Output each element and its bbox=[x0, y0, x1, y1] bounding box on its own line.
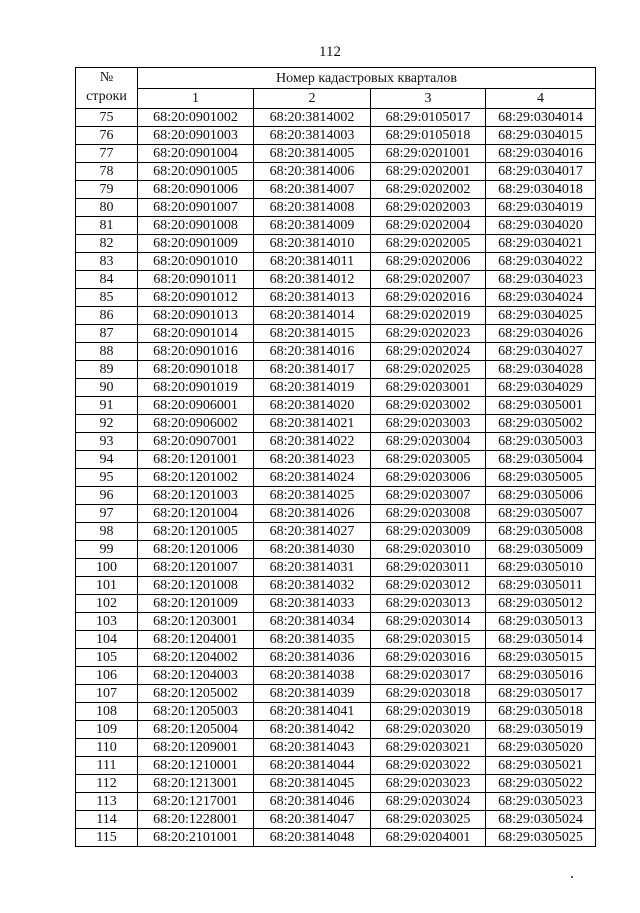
table-row bbox=[76, 829, 596, 847]
cadastral-quarter-cell-col-4: 68:29:0305007 bbox=[486, 505, 596, 523]
cadastral-quarter-cell-col-2: 68:20:3814022 bbox=[254, 433, 371, 451]
cadastral-quarter-cell-col-3: 68:29:0202025 bbox=[371, 361, 486, 379]
cadastral-quarter-cell-col-4: 68:29:0304028 bbox=[486, 361, 596, 379]
cadastral-quarter-cell-col-2: 68:20:3814011 bbox=[254, 253, 371, 271]
cadastral-quarter-cell-col-1: 68:20:1205002 bbox=[138, 685, 254, 703]
cadastral-quarters-group-header: Номер кадастровых кварталов bbox=[138, 68, 596, 89]
cadastral-quarter-cell-col-3: 68:29:0203009 bbox=[371, 523, 486, 541]
cadastral-quarter-cell-col-2: 68:20:3814044 bbox=[254, 757, 371, 775]
row-number-cell: 104 bbox=[76, 631, 138, 649]
row-number-cell: 113 bbox=[76, 793, 138, 811]
cadastral-quarter-cell-col-1: 68:20:1210001 bbox=[138, 757, 254, 775]
cadastral-quarter-cell-col-2: 68:20:3814012 bbox=[254, 271, 371, 289]
cadastral-quarter-cell-col-3: 68:29:0203008 bbox=[371, 505, 486, 523]
cadastral-quarter-cell-col-1: 68:20:1228001 bbox=[138, 811, 254, 829]
cadastral-quarter-cell-col-4: 68:29:0304018 bbox=[486, 181, 596, 199]
row-number-cell: 80 bbox=[76, 199, 138, 217]
cadastral-quarter-cell-col-1: 68:20:0906001 bbox=[138, 397, 254, 415]
cadastral-quarter-cell-col-3: 68:29:0203005 bbox=[371, 451, 486, 469]
row-number-cell: 94 bbox=[76, 451, 138, 469]
cadastral-quarter-cell-col-3: 68:29:0203015 bbox=[371, 631, 486, 649]
row-number-cell: 82 bbox=[76, 235, 138, 253]
cadastral-quarter-cell-col-2: 68:20:3814023 bbox=[254, 451, 371, 469]
cadastral-quarter-cell-col-4: 68:29:0304015 bbox=[486, 127, 596, 145]
cadastral-quarter-cell-col-1: 68:20:0901018 bbox=[138, 361, 254, 379]
cadastral-quarter-cell-col-2: 68:20:3814036 bbox=[254, 649, 371, 667]
cadastral-quarter-cell-col-3: 68:29:0203010 bbox=[371, 541, 486, 559]
table-row bbox=[76, 217, 596, 235]
cadastral-quarters-table bbox=[75, 67, 596, 847]
cadastral-quarter-cell-col-4: 68:29:0304021 bbox=[486, 235, 596, 253]
row-number-cell: 105 bbox=[76, 649, 138, 667]
table-row bbox=[76, 127, 596, 145]
row-number-cell: 87 bbox=[76, 325, 138, 343]
cadastral-quarter-cell-col-4: 68:29:0305019 bbox=[486, 721, 596, 739]
cadastral-quarter-cell-col-4: 68:29:0305008 bbox=[486, 523, 596, 541]
cadastral-quarter-cell-col-3: 68:29:0203006 bbox=[371, 469, 486, 487]
cadastral-quarter-cell-col-2: 68:20:3814034 bbox=[254, 613, 371, 631]
row-number-cell: 96 bbox=[76, 487, 138, 505]
cadastral-quarter-cell-col-2: 68:20:3814002 bbox=[254, 109, 371, 127]
row-number-cell: 91 bbox=[76, 397, 138, 415]
cadastral-quarter-cell-col-4: 68:29:0305014 bbox=[486, 631, 596, 649]
row-number-cell: 92 bbox=[76, 415, 138, 433]
row-number-header-line1: № bbox=[99, 70, 114, 85]
row-number-cell: 75 bbox=[76, 109, 138, 127]
cadastral-quarter-cell-col-1: 68:20:1204003 bbox=[138, 667, 254, 685]
cadastral-quarter-cell-col-3: 68:29:0202005 bbox=[371, 235, 486, 253]
table-row bbox=[76, 721, 596, 739]
cadastral-quarter-cell-col-2: 68:20:3814047 bbox=[254, 811, 371, 829]
row-number-cell: 97 bbox=[76, 505, 138, 523]
cadastral-quarter-cell-col-2: 68:20:3814005 bbox=[254, 145, 371, 163]
cadastral-quarter-cell-col-3: 68:29:0203019 bbox=[371, 703, 486, 721]
cadastral-quarter-cell-col-2: 68:20:3814039 bbox=[254, 685, 371, 703]
table-row bbox=[76, 451, 596, 469]
cadastral-quarter-cell-col-2: 68:20:3814026 bbox=[254, 505, 371, 523]
cadastral-quarter-cell-col-2: 68:20:3814010 bbox=[254, 235, 371, 253]
cadastral-quarter-cell-col-4: 68:29:0304027 bbox=[486, 343, 596, 361]
row-number-cell: 93 bbox=[76, 433, 138, 451]
table-row bbox=[76, 505, 596, 523]
table-header bbox=[76, 68, 596, 109]
cadastral-quarter-cell-col-2: 68:20:3814016 bbox=[254, 343, 371, 361]
cadastral-quarter-cell-col-1: 68:20:1204001 bbox=[138, 631, 254, 649]
page-number: 112 bbox=[319, 44, 341, 60]
table-row bbox=[76, 775, 596, 793]
cadastral-quarter-cell-col-2: 68:20:3814030 bbox=[254, 541, 371, 559]
row-number-header bbox=[76, 68, 138, 109]
row-number-cell: 88 bbox=[76, 343, 138, 361]
table-row bbox=[76, 523, 596, 541]
row-number-cell: 115 bbox=[76, 829, 138, 847]
cadastral-quarter-cell-col-1: 68:20:0901013 bbox=[138, 307, 254, 325]
row-number-cell: 86 bbox=[76, 307, 138, 325]
cadastral-quarter-cell-col-1: 68:20:1201003 bbox=[138, 487, 254, 505]
cadastral-quarter-cell-col-2: 68:20:3814027 bbox=[254, 523, 371, 541]
cadastral-quarter-cell-col-2: 68:20:3814042 bbox=[254, 721, 371, 739]
row-number-cell: 109 bbox=[76, 721, 138, 739]
cadastral-quarter-cell-col-4: 68:29:0305001 bbox=[486, 397, 596, 415]
cadastral-quarter-cell-col-1: 68:20:1201007 bbox=[138, 559, 254, 577]
table-row bbox=[76, 415, 596, 433]
cadastral-quarter-cell-col-3: 68:29:0203003 bbox=[371, 415, 486, 433]
table-row bbox=[76, 793, 596, 811]
table-row bbox=[76, 631, 596, 649]
row-number-cell: 100 bbox=[76, 559, 138, 577]
cadastral-quarter-cell-col-4: 68:29:0304025 bbox=[486, 307, 596, 325]
cadastral-quarter-cell-col-3: 68:29:0202004 bbox=[371, 217, 486, 235]
row-number-cell: 90 bbox=[76, 379, 138, 397]
cadastral-quarter-cell-col-3: 68:29:0203014 bbox=[371, 613, 486, 631]
cadastral-quarter-cell-col-3: 68:29:0202019 bbox=[371, 307, 486, 325]
cadastral-quarter-cell-col-4: 68:29:0304014 bbox=[486, 109, 596, 127]
table-row bbox=[76, 397, 596, 415]
row-number-cell: 107 bbox=[76, 685, 138, 703]
cadastral-quarter-cell-col-4: 68:29:0305002 bbox=[486, 415, 596, 433]
cadastral-quarter-cell-col-4: 68:29:0305020 bbox=[486, 739, 596, 757]
cadastral-quarter-cell-col-1: 68:20:0901014 bbox=[138, 325, 254, 343]
table-row bbox=[76, 667, 596, 685]
cadastral-quarter-cell-col-4: 68:29:0305005 bbox=[486, 469, 596, 487]
cadastral-quarter-cell-col-2: 68:20:3814003 bbox=[254, 127, 371, 145]
cadastral-quarter-cell-col-3: 68:29:0203013 bbox=[371, 595, 486, 613]
cadastral-quarter-cell-col-1: 68:20:0901010 bbox=[138, 253, 254, 271]
row-number-cell: 106 bbox=[76, 667, 138, 685]
column-header-4: 4 bbox=[486, 89, 596, 109]
cadastral-quarter-cell-col-4: 68:29:0304016 bbox=[486, 145, 596, 163]
column-header-2: 2 bbox=[254, 89, 371, 109]
table-row bbox=[76, 145, 596, 163]
cadastral-quarter-cell-col-4: 68:29:0304024 bbox=[486, 289, 596, 307]
cadastral-quarter-cell-col-1: 68:20:0901004 bbox=[138, 145, 254, 163]
table-row bbox=[76, 595, 596, 613]
header-row-columns bbox=[76, 89, 596, 109]
cadastral-quarter-cell-col-2: 68:20:3814021 bbox=[254, 415, 371, 433]
cadastral-quarter-cell-col-2: 68:20:3814013 bbox=[254, 289, 371, 307]
cadastral-quarter-cell-col-2: 68:20:3814007 bbox=[254, 181, 371, 199]
cadastral-quarter-cell-col-3: 68:29:0203023 bbox=[371, 775, 486, 793]
row-number-cell: 98 bbox=[76, 523, 138, 541]
cadastral-quarter-cell-col-1: 68:20:0901006 bbox=[138, 181, 254, 199]
cadastral-quarter-cell-col-4: 68:29:0305024 bbox=[486, 811, 596, 829]
cadastral-quarter-cell-col-3: 68:29:0203012 bbox=[371, 577, 486, 595]
cadastral-quarter-cell-col-3: 68:29:0203021 bbox=[371, 739, 486, 757]
table-row bbox=[76, 109, 596, 127]
cadastral-quarter-cell-col-3: 68:29:0203020 bbox=[371, 721, 486, 739]
table-row bbox=[76, 811, 596, 829]
row-number-header-line2: строки bbox=[86, 89, 127, 104]
row-number-cell: 77 bbox=[76, 145, 138, 163]
row-number-cell: 79 bbox=[76, 181, 138, 199]
cadastral-quarter-cell-col-1: 68:20:0901005 bbox=[138, 163, 254, 181]
cadastral-quarter-cell-col-4: 68:29:0305003 bbox=[486, 433, 596, 451]
cadastral-quarter-cell-col-3: 68:29:0203002 bbox=[371, 397, 486, 415]
row-number-cell: 114 bbox=[76, 811, 138, 829]
table-row bbox=[76, 235, 596, 253]
cadastral-quarter-cell-col-1: 68:20:0901007 bbox=[138, 199, 254, 217]
cadastral-quarter-cell-col-4: 68:29:0305009 bbox=[486, 541, 596, 559]
cadastral-quarter-cell-col-3: 68:29:0202006 bbox=[371, 253, 486, 271]
cadastral-quarter-cell-col-1: 68:20:2101001 bbox=[138, 829, 254, 847]
table-row bbox=[76, 469, 596, 487]
table-row bbox=[76, 163, 596, 181]
cadastral-quarter-cell-col-1: 68:20:0901019 bbox=[138, 379, 254, 397]
cadastral-quarter-cell-col-4: 68:29:0305013 bbox=[486, 613, 596, 631]
table-row bbox=[76, 649, 596, 667]
cadastral-quarter-cell-col-2: 68:20:3814008 bbox=[254, 199, 371, 217]
table-row bbox=[76, 577, 596, 595]
table-row bbox=[76, 559, 596, 577]
cadastral-quarter-cell-col-3: 68:29:0204001 bbox=[371, 829, 486, 847]
cadastral-quarter-cell-col-4: 68:29:0305006 bbox=[486, 487, 596, 505]
cadastral-quarter-cell-col-1: 68:20:0907001 bbox=[138, 433, 254, 451]
table-row bbox=[76, 757, 596, 775]
cadastral-quarter-cell-col-3: 68:29:0202002 bbox=[371, 181, 486, 199]
cadastral-quarter-cell-col-1: 68:20:1201008 bbox=[138, 577, 254, 595]
cadastral-quarter-cell-col-3: 68:29:0203022 bbox=[371, 757, 486, 775]
cadastral-quarter-cell-col-3: 68:29:0105018 bbox=[371, 127, 486, 145]
cadastral-quarter-cell-col-3: 68:29:0202001 bbox=[371, 163, 486, 181]
table-row bbox=[76, 361, 596, 379]
cadastral-quarter-cell-col-4: 68:29:0304029 bbox=[486, 379, 596, 397]
cadastral-quarter-cell-col-2: 68:20:3814014 bbox=[254, 307, 371, 325]
cadastral-quarter-cell-col-3: 68:29:0203024 bbox=[371, 793, 486, 811]
table-body bbox=[76, 109, 596, 847]
cadastral-quarter-cell-col-2: 68:20:3814019 bbox=[254, 379, 371, 397]
row-number-cell: 78 bbox=[76, 163, 138, 181]
cadastral-quarter-cell-col-4: 68:29:0305010 bbox=[486, 559, 596, 577]
table-row bbox=[76, 181, 596, 199]
cadastral-quarter-cell-col-3: 68:29:0202003 bbox=[371, 199, 486, 217]
table-row bbox=[76, 307, 596, 325]
row-number-cell: 108 bbox=[76, 703, 138, 721]
table-row bbox=[76, 685, 596, 703]
cadastral-quarter-cell-col-1: 68:20:0901002 bbox=[138, 109, 254, 127]
cadastral-quarter-cell-col-3: 68:29:0203017 bbox=[371, 667, 486, 685]
cadastral-quarter-cell-col-1: 68:20:0901008 bbox=[138, 217, 254, 235]
cadastral-quarter-cell-col-3: 68:29:0203001 bbox=[371, 379, 486, 397]
cadastral-quarter-cell-col-4: 68:29:0305022 bbox=[486, 775, 596, 793]
table-row bbox=[76, 289, 596, 307]
cadastral-quarter-cell-col-2: 68:20:3814046 bbox=[254, 793, 371, 811]
table-row bbox=[76, 379, 596, 397]
cadastral-quarter-cell-col-2: 68:20:3814015 bbox=[254, 325, 371, 343]
cadastral-quarter-cell-col-3: 68:29:0202024 bbox=[371, 343, 486, 361]
row-number-cell: 112 bbox=[76, 775, 138, 793]
row-number-cell: 99 bbox=[76, 541, 138, 559]
row-number-cell: 89 bbox=[76, 361, 138, 379]
cadastral-quarter-cell-col-4: 68:29:0304026 bbox=[486, 325, 596, 343]
row-number-cell: 110 bbox=[76, 739, 138, 757]
column-header-3: 3 bbox=[371, 89, 486, 109]
row-number-cell: 102 bbox=[76, 595, 138, 613]
cadastral-quarter-cell-col-3: 68:29:0203007 bbox=[371, 487, 486, 505]
table-row bbox=[76, 271, 596, 289]
cadastral-quarter-cell-col-1: 68:20:0901009 bbox=[138, 235, 254, 253]
cadastral-quarter-cell-col-2: 68:20:3814045 bbox=[254, 775, 371, 793]
cadastral-quarter-cell-col-4: 68:29:0305023 bbox=[486, 793, 596, 811]
header-row-group bbox=[76, 68, 596, 89]
cadastral-quarter-cell-col-2: 68:20:3814017 bbox=[254, 361, 371, 379]
cadastral-quarter-cell-col-1: 68:20:1213001 bbox=[138, 775, 254, 793]
cadastral-quarter-cell-col-3: 68:29:0203016 bbox=[371, 649, 486, 667]
table-row bbox=[76, 613, 596, 631]
cadastral-quarter-cell-col-1: 68:20:1204002 bbox=[138, 649, 254, 667]
cadastral-quarter-cell-col-2: 68:20:3814038 bbox=[254, 667, 371, 685]
cadastral-quarter-cell-col-3: 68:29:0203025 bbox=[371, 811, 486, 829]
cadastral-quarter-cell-col-1: 68:20:1217001 bbox=[138, 793, 254, 811]
row-number-cell: 95 bbox=[76, 469, 138, 487]
table-row bbox=[76, 253, 596, 271]
cadastral-quarter-cell-col-2: 68:20:3814031 bbox=[254, 559, 371, 577]
cadastral-quarter-cell-col-3: 68:29:0105017 bbox=[371, 109, 486, 127]
cadastral-quarter-cell-col-1: 68:20:0901012 bbox=[138, 289, 254, 307]
cadastral-quarter-cell-col-2: 68:20:3814009 bbox=[254, 217, 371, 235]
cadastral-quarter-cell-col-4: 68:29:0305018 bbox=[486, 703, 596, 721]
cadastral-quarter-cell-col-2: 68:20:3814048 bbox=[254, 829, 371, 847]
cadastral-quarter-cell-col-3: 68:29:0203011 bbox=[371, 559, 486, 577]
cadastral-quarter-cell-col-3: 68:29:0202016 bbox=[371, 289, 486, 307]
cadastral-quarter-cell-col-1: 68:20:0901003 bbox=[138, 127, 254, 145]
table-row bbox=[76, 199, 596, 217]
cadastral-quarter-cell-col-3: 68:29:0203004 bbox=[371, 433, 486, 451]
cadastral-quarter-cell-col-4: 68:29:0305015 bbox=[486, 649, 596, 667]
row-number-cell: 84 bbox=[76, 271, 138, 289]
column-header-1: 1 bbox=[138, 89, 254, 109]
cadastral-quarter-cell-col-3: 68:29:0202007 bbox=[371, 271, 486, 289]
cadastral-quarter-cell-col-4: 68:29:0305016 bbox=[486, 667, 596, 685]
cadastral-quarter-cell-col-3: 68:29:0201001 bbox=[371, 145, 486, 163]
cadastral-quarter-cell-col-4: 68:29:0304020 bbox=[486, 217, 596, 235]
cadastral-quarter-cell-col-4: 68:29:0304017 bbox=[486, 163, 596, 181]
row-number-cell: 111 bbox=[76, 757, 138, 775]
table-row bbox=[76, 325, 596, 343]
cadastral-quarter-cell-col-4: 68:29:0305004 bbox=[486, 451, 596, 469]
cadastral-quarter-cell-col-4: 68:29:0305012 bbox=[486, 595, 596, 613]
row-number-cell: 76 bbox=[76, 127, 138, 145]
cadastral-quarter-cell-col-1: 68:20:1201005 bbox=[138, 523, 254, 541]
scan-speck bbox=[571, 876, 573, 878]
cadastral-quarter-cell-col-2: 68:20:3814035 bbox=[254, 631, 371, 649]
cadastral-quarter-cell-col-3: 68:29:0203018 bbox=[371, 685, 486, 703]
cadastral-quarter-cell-col-1: 68:20:1205003 bbox=[138, 703, 254, 721]
cadastral-quarter-cell-col-2: 68:20:3814041 bbox=[254, 703, 371, 721]
cadastral-quarter-cell-col-3: 68:29:0202023 bbox=[371, 325, 486, 343]
cadastral-quarter-cell-col-1: 68:20:1205004 bbox=[138, 721, 254, 739]
cadastral-quarter-cell-col-1: 68:20:0906002 bbox=[138, 415, 254, 433]
table-row bbox=[76, 703, 596, 721]
cadastral-quarter-cell-col-1: 68:20:1201006 bbox=[138, 541, 254, 559]
cadastral-quarter-cell-col-2: 68:20:3814006 bbox=[254, 163, 371, 181]
row-number-cell: 101 bbox=[76, 577, 138, 595]
table-row bbox=[76, 343, 596, 361]
table-row bbox=[76, 433, 596, 451]
cadastral-quarter-cell-col-4: 68:29:0304023 bbox=[486, 271, 596, 289]
cadastral-quarter-cell-col-1: 68:20:0901011 bbox=[138, 271, 254, 289]
cadastral-quarter-cell-col-1: 68:20:1201002 bbox=[138, 469, 254, 487]
cadastral-quarter-cell-col-2: 68:20:3814043 bbox=[254, 739, 371, 757]
cadastral-quarter-cell-col-4: 68:29:0305025 bbox=[486, 829, 596, 847]
table-row bbox=[76, 487, 596, 505]
row-number-cell: 81 bbox=[76, 217, 138, 235]
cadastral-quarter-cell-col-2: 68:20:3814032 bbox=[254, 577, 371, 595]
cadastral-quarter-cell-col-2: 68:20:3814033 bbox=[254, 595, 371, 613]
cadastral-quarter-cell-col-1: 68:20:0901016 bbox=[138, 343, 254, 361]
cadastral-quarter-cell-col-2: 68:20:3814024 bbox=[254, 469, 371, 487]
cadastral-quarter-cell-col-4: 68:29:0304019 bbox=[486, 199, 596, 217]
cadastral-quarter-cell-col-4: 68:29:0305021 bbox=[486, 757, 596, 775]
cadastral-quarter-cell-col-1: 68:20:1203001 bbox=[138, 613, 254, 631]
cadastral-quarter-cell-col-2: 68:20:3814020 bbox=[254, 397, 371, 415]
row-number-cell: 85 bbox=[76, 289, 138, 307]
cadastral-quarter-cell-col-1: 68:20:1201004 bbox=[138, 505, 254, 523]
row-number-cell: 83 bbox=[76, 253, 138, 271]
cadastral-quarter-cell-col-4: 68:29:0304022 bbox=[486, 253, 596, 271]
table-row bbox=[76, 739, 596, 757]
cadastral-quarter-cell-col-2: 68:20:3814025 bbox=[254, 487, 371, 505]
cadastral-quarter-cell-col-4: 68:29:0305017 bbox=[486, 685, 596, 703]
table-row bbox=[76, 541, 596, 559]
row-number-cell: 103 bbox=[76, 613, 138, 631]
cadastral-quarter-cell-col-1: 68:20:1209001 bbox=[138, 739, 254, 757]
cadastral-quarter-cell-col-1: 68:20:1201009 bbox=[138, 595, 254, 613]
cadastral-quarter-cell-col-4: 68:29:0305011 bbox=[486, 577, 596, 595]
cadastral-quarter-cell-col-1: 68:20:1201001 bbox=[138, 451, 254, 469]
